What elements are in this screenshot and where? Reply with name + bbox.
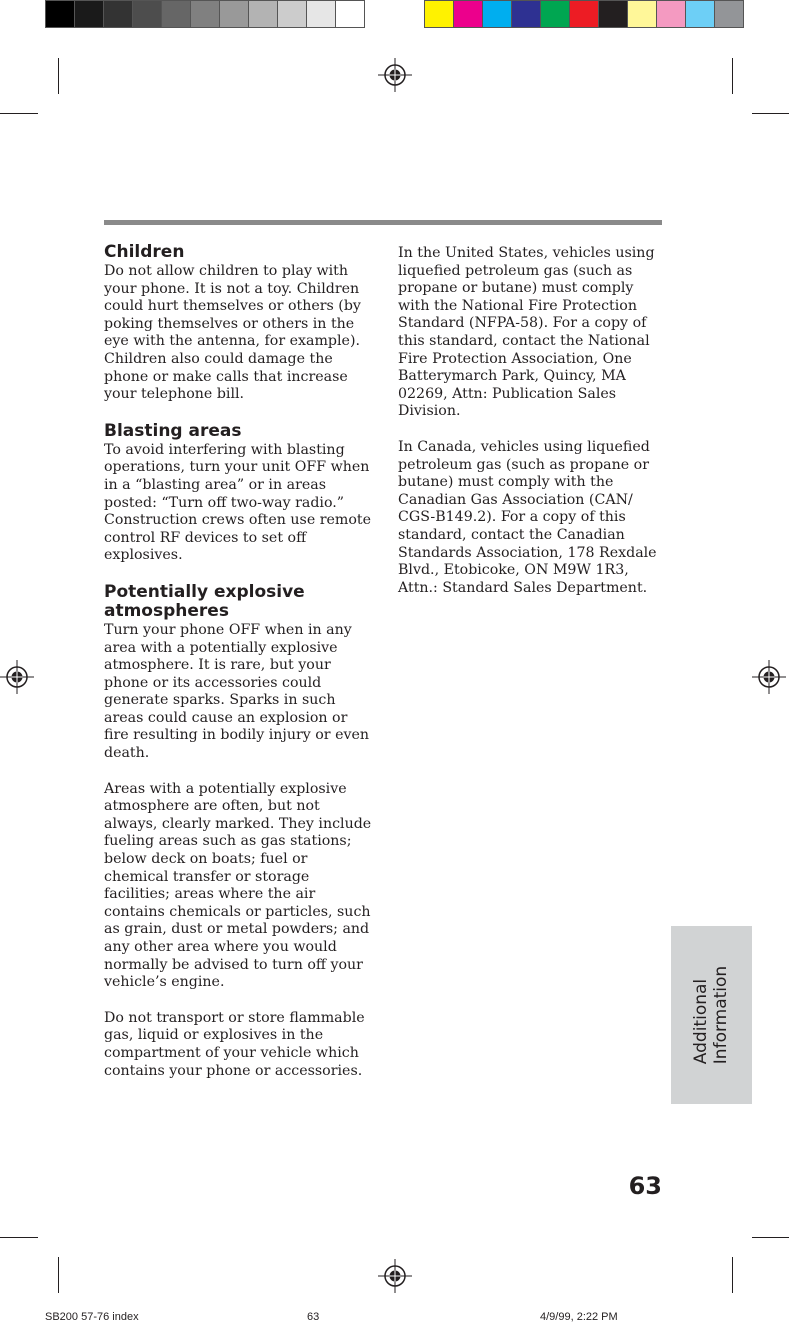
color-swatch — [133, 1, 162, 27]
color-swatch — [46, 1, 75, 27]
section-heading: Blasting areas — [104, 420, 242, 441]
registration-mark-icon — [0, 660, 34, 694]
crop-mark — [0, 113, 38, 114]
crop-mark — [58, 58, 59, 94]
crop-mark — [58, 1257, 59, 1293]
color-swatch — [512, 1, 541, 27]
left-column — [104, 243, 372, 1098]
color-swatch — [278, 1, 307, 27]
section-body: Do not transport or store flammable gas, liquid or explosives in the compartment of your vehicle which contains your phone or accessories. — [104, 1009, 365, 1079]
crop-mark — [732, 58, 733, 94]
section-blasting-areas — [104, 422, 372, 565]
color-swatch — [483, 1, 512, 27]
color-swatch — [104, 1, 133, 27]
section-children — [104, 243, 372, 404]
paragraph-canada: In Canada, vehicles using liquefied petroleum gas (such as propane or butane) must comply with the Canadian Gas Association (CAN/ CGS-B149.2). For a copy of this standard, contact the Canadian Standards Association, 178 Rexdale Blvd., Etobicoke, ON M9W 1R3, Attn.: Standard Sales Department. — [398, 438, 657, 596]
paragraph-united-states: In the United States, vehicles using liquefied petroleum gas (such as propane or butane) must comply with the National Fire Protection Standard (NFPA-58). For a copy of this standard, contact the National Fire Protection Association, One Batterymarch Park, Quincy, MA 02269, Attn: Publication Sales Division. — [398, 245, 655, 420]
color-swatch — [307, 1, 336, 27]
section-body: Areas with a potentially explosive atmosphere are often, but not always, clearly marked. They include fueling areas such as gas stations; below deck on boats; fuel or chemical transfer or storage facilities; areas where the air contains chemicals or particles, such as grain, dust or metal powders; and any other area where you would normally be advised to turn off your vehicle’s engine. — [104, 780, 372, 991]
section-tab-line: Information — [711, 965, 731, 1065]
color-swatch — [425, 1, 454, 27]
section-tab — [671, 926, 752, 1104]
registration-mark-icon — [378, 1259, 412, 1293]
section-tab-label — [691, 966, 731, 1064]
color-swatch — [628, 1, 657, 27]
section-heading: Children — [104, 242, 185, 262]
color-swatch — [599, 1, 628, 27]
color-swatch — [686, 1, 715, 27]
color-swatch — [541, 1, 570, 27]
crop-mark — [0, 1237, 38, 1238]
section-heading: Potentially explosive atmospheres — [104, 581, 305, 621]
color-swatch — [570, 1, 599, 27]
color-swatch — [220, 1, 249, 27]
slug-filename: SB200 57-76 index — [45, 1311, 139, 1323]
right-column — [398, 245, 666, 615]
section-explosive-atmospheres — [104, 583, 372, 1080]
section-body: Turn your phone OFF when in any area with a potentially explosive atmosphere. It is rare, but your phone or its accessories could generate sparks. Sparks in such areas could cause an explosion or fire resulting in bodily injury or even death. — [104, 621, 370, 762]
grayscale-swatch-bar — [45, 0, 365, 28]
slug-page: 63 — [307, 1311, 320, 1323]
color-swatch — [75, 1, 104, 27]
color-swatch-bar — [424, 0, 744, 28]
color-swatch — [657, 1, 686, 27]
color-swatch — [191, 1, 220, 27]
section-body: Do not allow children to play with your phone. It is not a toy. Children could hurt themselves or others (by poking themselves or others in the eye with the antenna, for example). Children also could damage the phone or make calls that increase your telephone bill. — [104, 263, 361, 403]
slug-date: 4/9/99, 2:22 PM — [540, 1311, 618, 1323]
section-tab-line: Additional — [691, 978, 711, 1065]
registration-mark-icon — [752, 660, 786, 694]
registration-mark-icon — [378, 58, 412, 92]
page-number: 63 — [628, 1172, 662, 1200]
color-swatch — [336, 1, 364, 27]
crop-mark — [752, 113, 789, 114]
color-swatch — [454, 1, 483, 27]
crop-mark — [752, 1237, 789, 1238]
crop-mark — [732, 1257, 733, 1293]
header-rule — [104, 220, 662, 225]
color-swatch — [162, 1, 191, 27]
color-swatch — [249, 1, 278, 27]
section-body: To avoid interfering with blasting operations, turn your unit OFF when in a “blasting area” or in areas posted: “Turn off two-way radio.” Construction crews often use remote control RF devices to set off explosives. — [104, 441, 371, 564]
color-swatch — [715, 1, 743, 27]
